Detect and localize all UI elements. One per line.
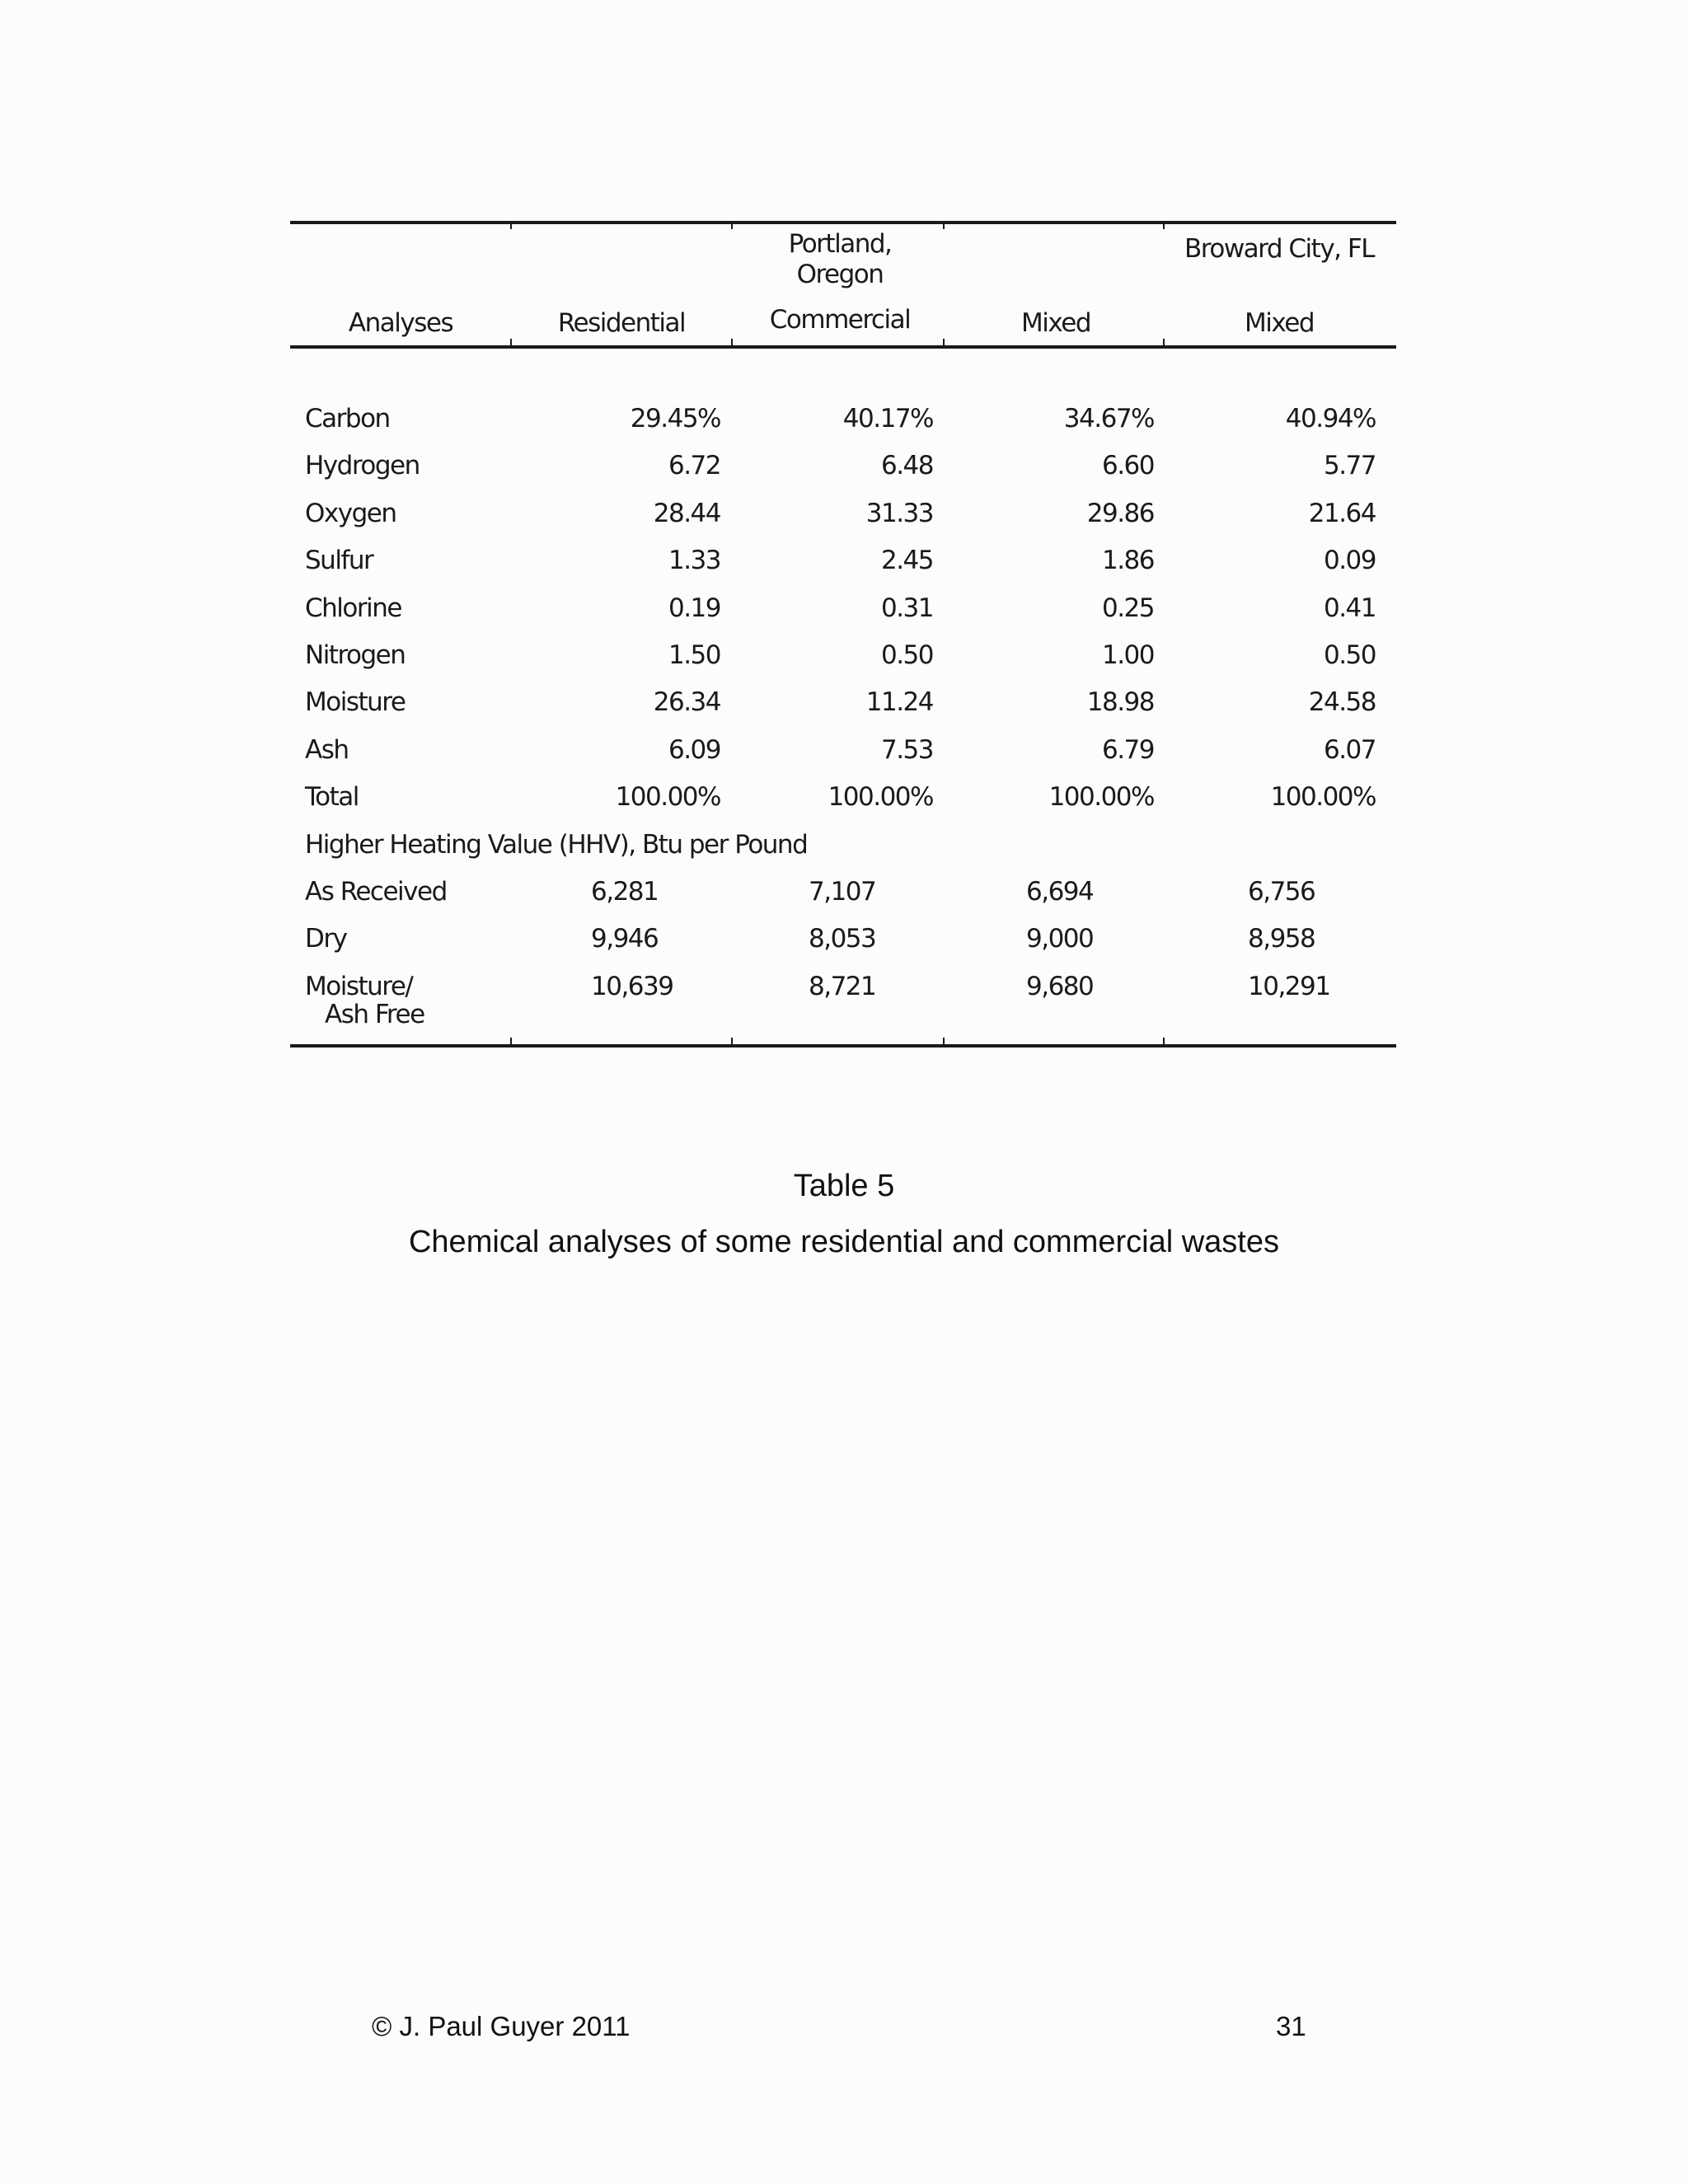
table-cell: 26.34 — [653, 687, 720, 718]
table-cell: 5.77 — [1323, 451, 1376, 481]
header-portland-line1: Portland, — [788, 229, 892, 259]
table-cell: 0.19 — [668, 593, 720, 623]
column-tick — [510, 221, 512, 229]
header-broward: Broward City, FL — [1184, 234, 1374, 264]
table-cell: 6.09 — [668, 734, 720, 765]
table-header-rule — [290, 345, 1396, 349]
table-cell: 1.33 — [668, 546, 720, 576]
column-tick — [731, 221, 733, 229]
header-portland-line2: Oregon — [796, 260, 884, 289]
row-label: Moisture — [305, 687, 406, 718]
table-cell: 1.86 — [1101, 546, 1154, 576]
table-cell: 0.50 — [1323, 640, 1376, 670]
column-tick — [1163, 1038, 1165, 1046]
table-number: Table 5 — [793, 1169, 895, 1203]
table-cell: 0.31 — [880, 593, 933, 623]
waste-analysis-table — [290, 221, 1396, 1048]
table-cell: 18.98 — [1086, 687, 1154, 718]
table-cell: 6.60 — [1101, 451, 1154, 481]
table-cell: 0.25 — [1101, 593, 1154, 623]
table-cell: 6.48 — [880, 451, 933, 481]
table-cell: 24.58 — [1308, 687, 1376, 718]
table-cell: 6.79 — [1101, 734, 1154, 765]
table-cell: 7,107 — [809, 877, 876, 907]
row-label: Chlorine — [305, 593, 401, 623]
table-cell: 100.00% — [1270, 782, 1376, 813]
row-label: Total — [305, 782, 359, 813]
table-cell: 9,000 — [1026, 924, 1094, 954]
table-cell: 1.00 — [1101, 640, 1154, 670]
row-label: Hydrogen — [305, 451, 420, 481]
table-cell: 100.00% — [615, 782, 720, 813]
table-cell: 0.41 — [1323, 593, 1376, 623]
table-cell: 8,958 — [1248, 924, 1315, 954]
table-caption: Chemical analyses of some residential and commercial wastes — [408, 1225, 1279, 1259]
row-label: As Received — [305, 877, 447, 907]
column-tick — [1163, 221, 1165, 229]
column-tick — [510, 339, 512, 347]
column-tick — [510, 1038, 512, 1046]
table-cell: 6,756 — [1248, 877, 1315, 907]
table-cell: 9,680 — [1026, 971, 1094, 1001]
table-cell: 11.24 — [865, 687, 933, 718]
table-cell: 10,639 — [591, 971, 673, 1001]
row-label-continued: Ash Free — [325, 999, 424, 1029]
row-label: Carbon — [305, 404, 390, 434]
row-label: Sulfur — [305, 546, 373, 576]
table-cell: 6,281 — [591, 877, 659, 907]
column-header-commercial: Commercial — [769, 305, 911, 335]
row-label: Nitrogen — [305, 640, 406, 670]
table-cell: 6,694 — [1026, 877, 1094, 907]
table-cell: 7.53 — [880, 734, 933, 765]
table-cell: 0.50 — [880, 640, 933, 670]
row-label: Ash — [305, 734, 349, 765]
table-cell: 31.33 — [865, 498, 933, 528]
table-cell: 6.07 — [1323, 734, 1376, 765]
table-cell: 8,053 — [809, 924, 876, 954]
column-tick — [731, 1038, 733, 1046]
row-label: Dry — [305, 924, 347, 954]
table-cell: 28.44 — [653, 498, 720, 528]
table-cell: 40.17% — [842, 404, 933, 434]
table-bottom-rule — [290, 1044, 1396, 1047]
table-cell: 0.09 — [1323, 546, 1376, 576]
table-cell: 100.00% — [1048, 782, 1154, 813]
page-number: 31 — [1276, 2011, 1306, 2041]
hhv-heading: Higher Heating Value (HHV), Btu per Pound — [305, 829, 808, 860]
table-cell: 100.00% — [828, 782, 933, 813]
table-top-rule — [290, 221, 1396, 224]
column-tick — [943, 1038, 945, 1046]
row-label: Oxygen — [305, 498, 396, 528]
table-cell: 29.45% — [630, 404, 720, 434]
column-tick — [943, 221, 945, 229]
column-header-mixed: Mixed — [1020, 308, 1091, 338]
table-cell: 8,721 — [809, 971, 876, 1001]
table-cell: 21.64 — [1308, 498, 1376, 528]
column-header-analyses: Analyses — [348, 308, 453, 338]
row-label: Moisture/ — [305, 971, 413, 1001]
table-cell: 6.72 — [668, 451, 720, 481]
column-header-mixed-broward: Mixed — [1244, 308, 1315, 338]
column-tick — [731, 339, 733, 347]
table-cell: 10,291 — [1248, 971, 1330, 1001]
table-cell: 40.94% — [1285, 404, 1376, 434]
table-cell: 2.45 — [880, 546, 933, 576]
column-header-residential: Residential — [557, 308, 686, 338]
footer-copyright: © J. Paul Guyer 2011 — [372, 2011, 631, 2041]
table-cell: 9,946 — [591, 924, 659, 954]
column-tick — [943, 339, 945, 347]
column-tick — [1163, 339, 1165, 347]
table-cell: 1.50 — [668, 640, 720, 670]
table-cell: 34.67% — [1063, 404, 1154, 434]
table-cell: 29.86 — [1086, 498, 1154, 528]
